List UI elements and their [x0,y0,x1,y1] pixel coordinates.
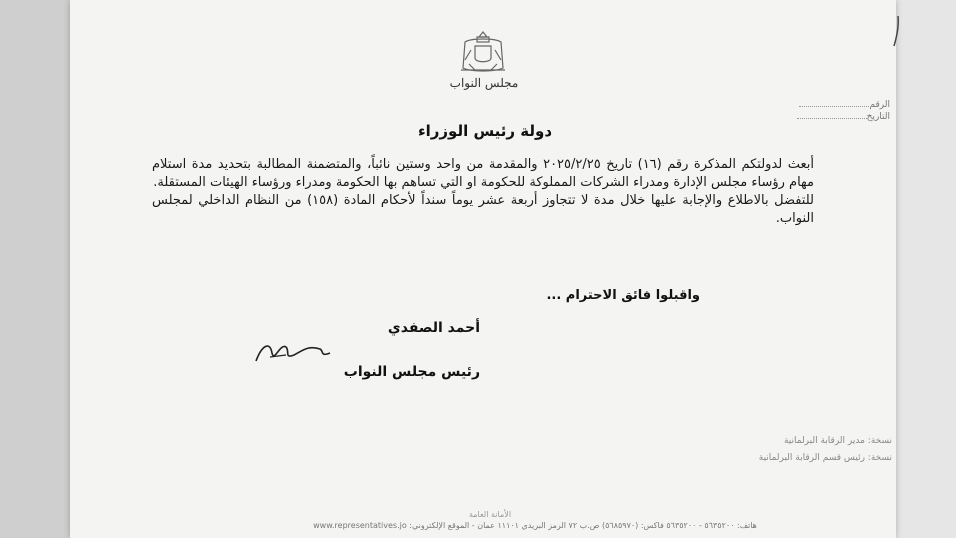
background-right [896,0,956,538]
background-left [0,0,70,538]
date-label: التاريخ [866,112,890,122]
closing-line: واقبلوا فائق الاحترام ... [546,288,700,303]
handwritten-signature [250,335,340,367]
signatory-title: رئيس مجلس النواب [343,364,480,380]
footer-contact: هاتف: ٥٦٣٥٢٠٠ - ٥٦٣٥٢٠٠ فاكس: (٥٦٨٥٩٧٠) ص.ب ٧٢ الرمز البريدي ١١١٠١ عمان - الموقع الإلكتروني: www.representatives.jo [313,521,757,530]
institution-name: مجلس النواب [449,76,519,90]
reference-label: الرقم [869,100,890,110]
copy-recipient-2: نسخة: رئيس قسم الرقابة البرلمانية [758,453,892,463]
date-field [790,112,890,122]
body-paragraph-2: للتفضل بالاطلاع والإجابة عليها خلال مدة لا تتجاوز أربعة عشر يوماً سنداً لأحكام المادة (١٥٨) من النظام الداخلي لمجلس النواب. [152,193,814,226]
handwritten-mark [890,14,904,48]
body-paragraph-1: أبعث لدولتكم المذكرة رقم (١٦) تاريخ ٢٠٢٥/٢/٢٥ والمقدمة من واحد وستين نائباً، والمتضمنة المطالبة بتحديد مدة استلام مهام رؤساء مجلس الإدارة ومدراء الشركات المملوكة للحكومة او التي تساهم بها الحكومة ومدراء ورؤساء الهيئات المستقلة. [152,157,815,190]
copy-recipient-1: نسخة: مدير الرقابة البرلمانية [783,436,892,446]
footer-heading: الأمانة العامة [468,510,512,519]
addressee: دولة رئيس الوزراء [417,122,553,140]
signatory-name: أحمد الصفدي [387,320,480,336]
date-dots [797,118,867,119]
letter-page [70,0,896,538]
coat-of-arms-icon [451,28,515,76]
reference-number-field [790,100,890,110]
reference-dots [799,106,869,107]
letter-body [152,156,814,228]
